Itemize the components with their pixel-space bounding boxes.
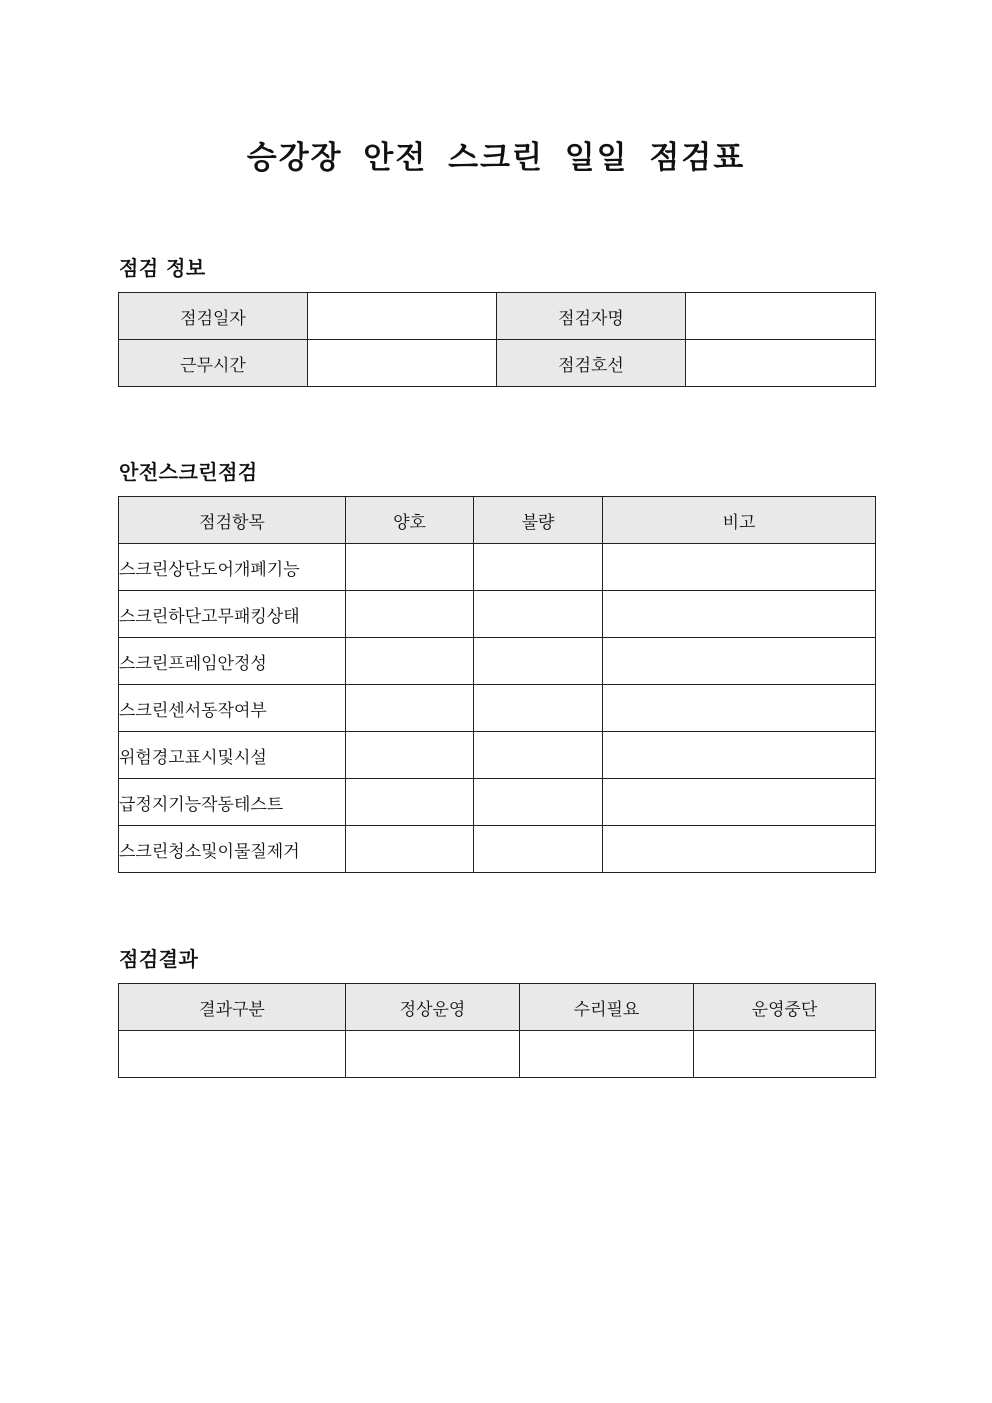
- column-header-normal-operation: 정상운영: [346, 984, 520, 1031]
- inspection-line-label: 점검호선: [497, 340, 686, 387]
- check-row: [119, 826, 876, 873]
- section-heading-info: 점검 정보: [119, 256, 206, 280]
- check-row: [119, 732, 876, 779]
- note-cell[interactable]: [603, 685, 876, 732]
- column-header-repair-needed: 수리필요: [520, 984, 694, 1031]
- inspector-name-field[interactable]: [686, 293, 876, 340]
- result-header-row: [119, 984, 876, 1031]
- work-hours-label: 근무시간: [119, 340, 308, 387]
- good-cell[interactable]: [346, 591, 474, 638]
- note-cell[interactable]: [603, 826, 876, 873]
- good-cell[interactable]: [346, 544, 474, 591]
- bad-cell[interactable]: [474, 732, 603, 779]
- check-row: [119, 638, 876, 685]
- bad-cell[interactable]: [474, 685, 603, 732]
- info-row: [119, 293, 876, 340]
- result-type-cell[interactable]: [119, 1031, 346, 1078]
- column-header-good: 양호: [346, 497, 474, 544]
- check-item-label: 급정지기능작동테스트: [119, 779, 346, 826]
- good-cell[interactable]: [346, 732, 474, 779]
- good-cell[interactable]: [346, 638, 474, 685]
- page-title: 승강장 안전 스크린 일일 점검표: [246, 140, 746, 176]
- good-cell[interactable]: [346, 826, 474, 873]
- check-item-label: 스크린프레임안정성: [119, 638, 346, 685]
- bad-cell[interactable]: [474, 544, 603, 591]
- bad-cell[interactable]: [474, 638, 603, 685]
- work-hours-field[interactable]: [308, 340, 497, 387]
- check-row: [119, 544, 876, 591]
- check-row: [119, 779, 876, 826]
- inspector-name-label: 점검자명: [497, 293, 686, 340]
- note-cell[interactable]: [603, 732, 876, 779]
- good-cell[interactable]: [346, 779, 474, 826]
- check-item-label: 스크린센서동작여부: [119, 685, 346, 732]
- column-header-item: 점검항목: [119, 497, 346, 544]
- section-heading-result: 점검결과: [119, 947, 199, 971]
- check-row: [119, 591, 876, 638]
- check-header-row: [119, 497, 876, 544]
- section-heading-check: 안전스크린점검: [119, 460, 258, 484]
- bad-cell[interactable]: [474, 826, 603, 873]
- inspection-info-table: [118, 292, 876, 387]
- column-header-note: 비고: [603, 497, 876, 544]
- safety-screen-check-table: [118, 496, 876, 873]
- column-header-result-type: 결과구분: [119, 984, 346, 1031]
- note-cell[interactable]: [603, 779, 876, 826]
- inspection-date-label: 점검일자: [119, 293, 308, 340]
- note-cell[interactable]: [603, 638, 876, 685]
- operation-stopped-cell[interactable]: [694, 1031, 876, 1078]
- column-header-bad: 불량: [474, 497, 603, 544]
- note-cell[interactable]: [603, 544, 876, 591]
- good-cell[interactable]: [346, 685, 474, 732]
- check-item-label: 스크린청소및이물질제거: [119, 826, 346, 873]
- inspection-date-field[interactable]: [308, 293, 497, 340]
- check-item-label: 스크린하단고무패킹상태: [119, 591, 346, 638]
- note-cell[interactable]: [603, 591, 876, 638]
- bad-cell[interactable]: [474, 779, 603, 826]
- check-item-label: 위험경고표시및시설: [119, 732, 346, 779]
- column-header-operation-stopped: 운영중단: [694, 984, 876, 1031]
- repair-needed-cell[interactable]: [520, 1031, 694, 1078]
- info-row: [119, 340, 876, 387]
- result-row: [119, 1031, 876, 1078]
- normal-operation-cell[interactable]: [346, 1031, 520, 1078]
- inspection-line-field[interactable]: [686, 340, 876, 387]
- bad-cell[interactable]: [474, 591, 603, 638]
- check-row: [119, 685, 876, 732]
- inspection-result-table: [118, 983, 876, 1078]
- check-item-label: 스크린상단도어개폐기능: [119, 544, 346, 591]
